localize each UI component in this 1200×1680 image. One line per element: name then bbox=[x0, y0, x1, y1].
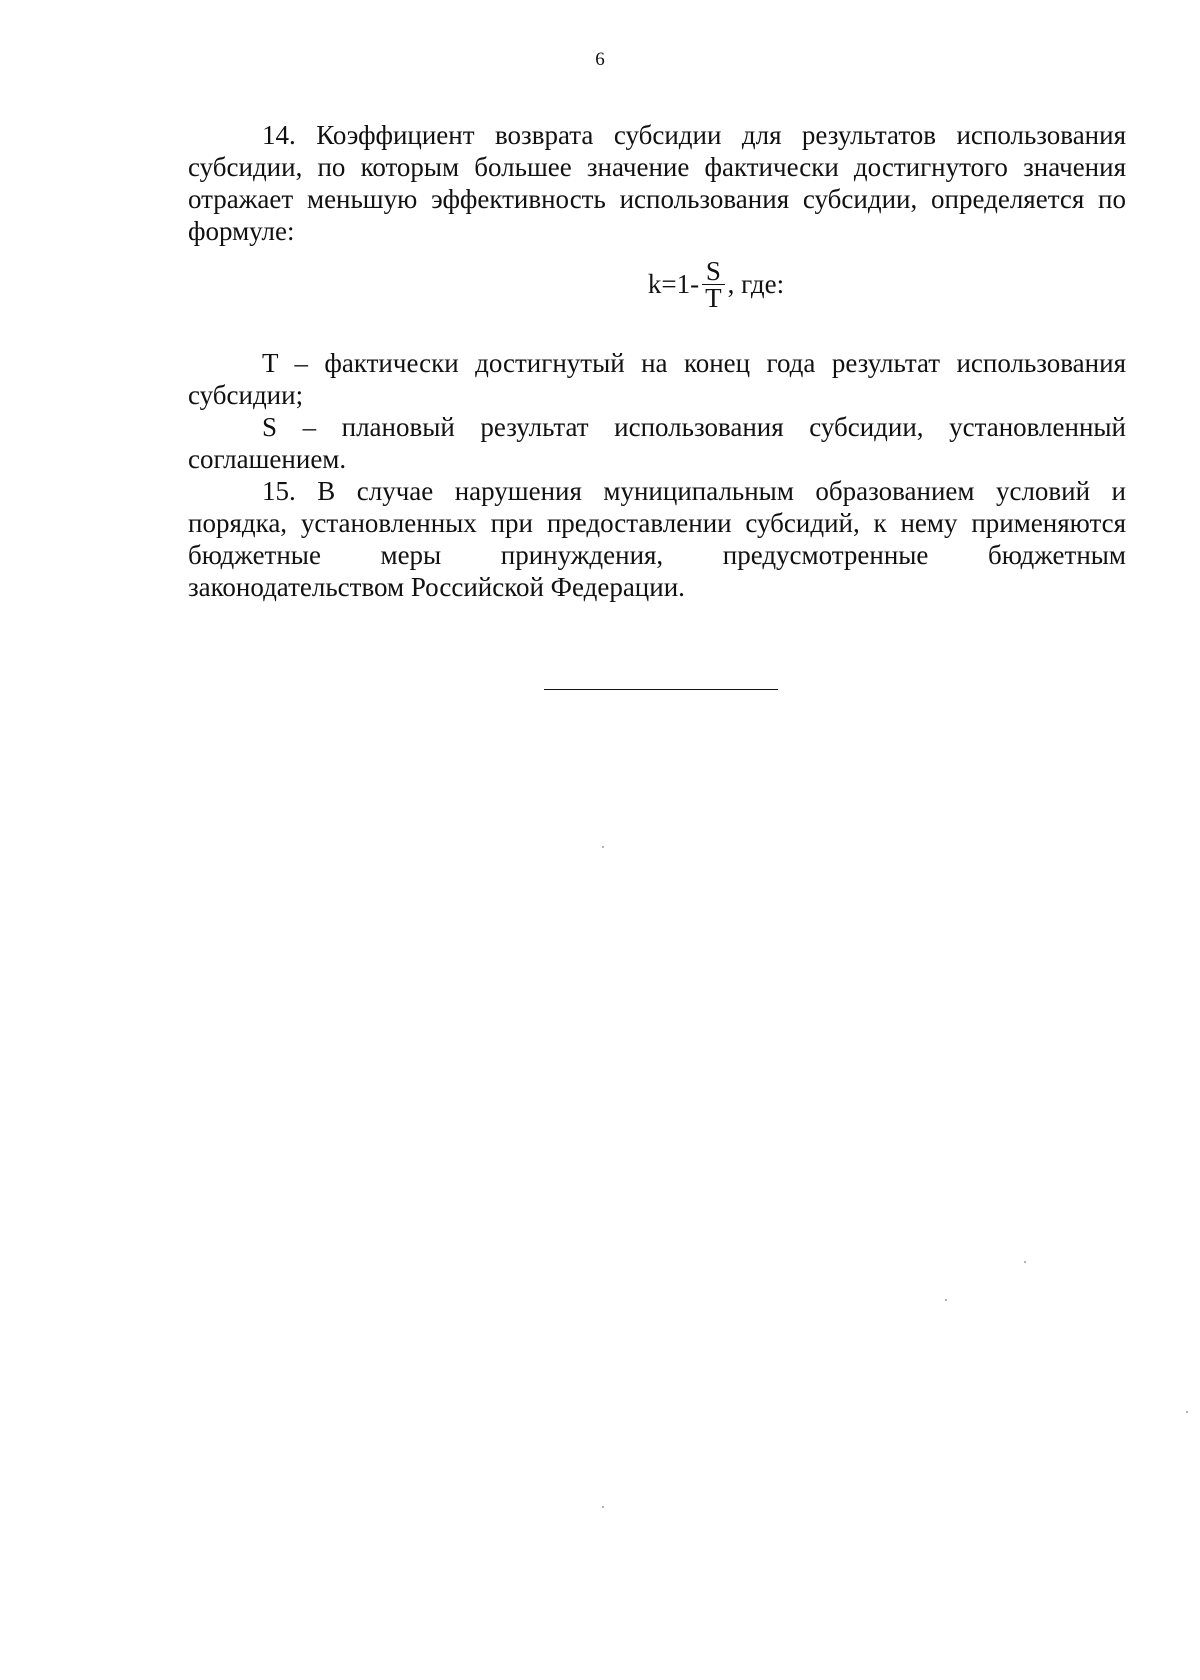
document-body bbox=[188, 119, 1126, 603]
definition-t: T – фактически достигнутый на конец года результат использования субсидии; bbox=[188, 348, 1126, 410]
page-number: 6 bbox=[595, 49, 605, 70]
formula-suffix: , где: bbox=[727, 269, 785, 299]
formula-lhs: k=1- bbox=[647, 269, 700, 299]
formula-denominator: T bbox=[702, 284, 725, 311]
definition-s: S – плановый результат использования субсидии, установленный соглашением. bbox=[188, 412, 1126, 474]
formula-numerator: S bbox=[705, 255, 721, 286]
scan-speck bbox=[1024, 1261, 1026, 1263]
scan-speck bbox=[1186, 1411, 1188, 1413]
scan-speck bbox=[602, 846, 604, 848]
formula bbox=[306, 253, 1126, 315]
paragraph-14: 14. Коэффициент возврата субсидии для результатов использования субсидии, по которым большее значение фактически достигнутого значения отражает меньшую эффективность использования субсидии, определяется по формуле: bbox=[188, 120, 1126, 246]
formula-fraction bbox=[702, 255, 725, 313]
end-of-text-rule bbox=[544, 689, 778, 690]
scan-speck bbox=[945, 1299, 947, 1301]
scan-speck bbox=[602, 1506, 604, 1508]
paragraph-15: 15. В случае нарушения муниципальным образованием условий и порядка, установленных при предоставлении субсидий, к нему применяются бюджетные меры принуждения, предусмотренные бюджетным законодательством Российской Федерации. bbox=[188, 476, 1126, 602]
